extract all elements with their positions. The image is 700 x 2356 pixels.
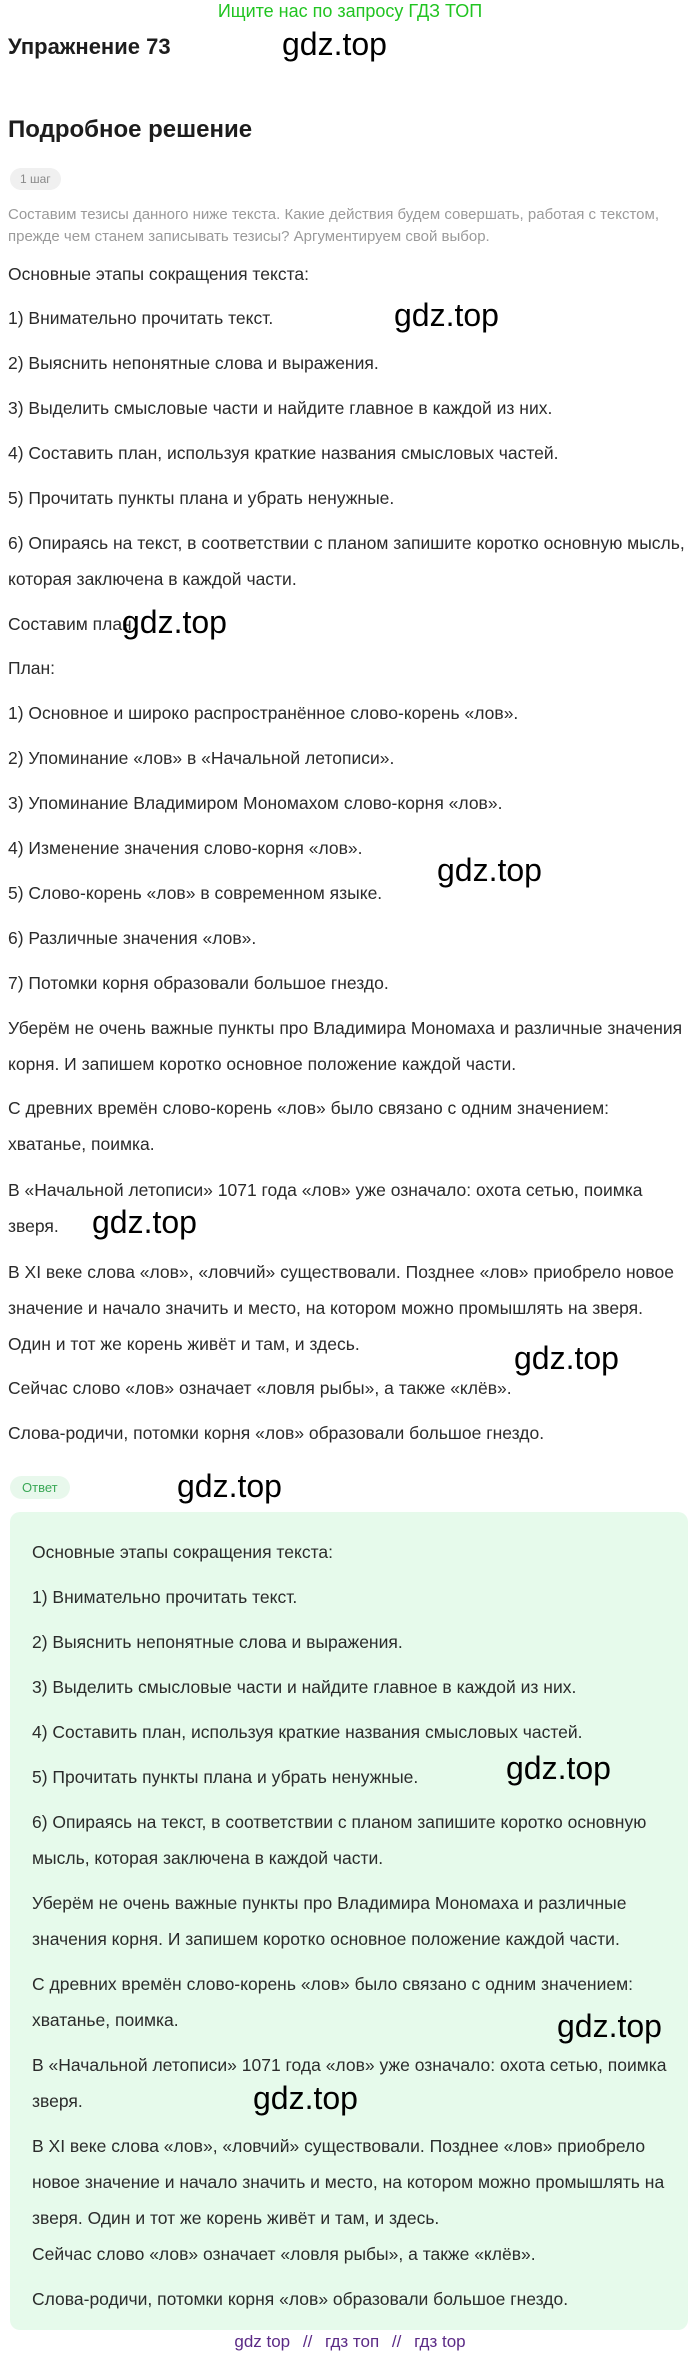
solution-line: С древних времён слово-корень «лов» было связано с одним значением: хватанье, поимка.: [8, 1098, 609, 1154]
answer-line: В «Начальной летописи» 1071 года «лов» уже означало: охота сетью, поимка зверя.: [32, 2055, 667, 2111]
solution-line: 5) Слово-корень «лов» в современном языке.: [8, 883, 383, 903]
solution-line: 6) Различные значения «лов».: [8, 928, 257, 948]
footer-separator: //: [391, 2332, 402, 2351]
answer-line: 2) Выяснить непонятные слова и выражения.: [32, 1632, 403, 1652]
watermark: gdz.top: [177, 1468, 282, 1504]
answer-line: В XI веке слова «лов», «ловчий» существовали. Позднее «лов» приобрело новое значение и начало значить и место, на котором можно промышлять на зверя. Один и тот же корень живёт и там, и здесь.: [32, 2136, 665, 2228]
solution-line: 7) Потомки корня образовали большое гнездо.: [8, 973, 389, 993]
solution-line: План:: [8, 658, 56, 678]
watermark: gdz.top: [92, 1204, 197, 1240]
watermark: gdz.top: [253, 2080, 358, 2116]
solution-line: 1) Внимательно прочитать текст.: [8, 308, 274, 328]
watermark: gdz.top: [557, 2008, 662, 2044]
footer-separator: //: [302, 2332, 313, 2351]
answer-line: 3) Выделить смысловые части и найдите главное в каждой из них.: [32, 1677, 577, 1697]
solution-line: Составим план.: [8, 614, 137, 634]
solution-line: 1) Основное и широко распространённое слово-корень «лов».: [8, 703, 519, 723]
solution-line: 3) Упоминание Владимиром Мономахом слово-корня «лов».: [8, 793, 503, 813]
watermark: gdz.top: [394, 297, 499, 333]
watermark: gdz.top: [282, 26, 387, 62]
answer-line: Сейчас слово «лов» означает «ловля рыбы», а также «клёв».: [32, 2244, 536, 2264]
watermark: gdz.top: [514, 1340, 619, 1376]
solution-title: Подробное решение: [8, 116, 253, 143]
watermark: gdz.top: [122, 604, 227, 640]
exercise-title: Упражнение 73: [8, 34, 171, 59]
solution-line: 2) Упоминание «лов» в «Начальной летописи».: [8, 748, 395, 768]
search-banner: Ищите нас по запросу ГДЗ ТОП: [217, 1, 483, 21]
solution-line: 4) Изменение значения слово-корня «лов».: [8, 838, 363, 858]
solution-line: 4) Составить план, используя краткие названия смысловых частей.: [8, 443, 559, 463]
answer-line: Уберём не очень важные пункты про Владимира Мономаха и различные значения корня. И запишем коротко основное положение каждой части.: [32, 1893, 627, 1949]
solution-line: Уберём не очень важные пункты про Владимира Мономаха и различные значения корня. И запишем коротко основное положение каждой части.: [8, 1018, 683, 1074]
solution-line: Сейчас слово «лов» означает «ловля рыбы», а также «клёв».: [8, 1378, 512, 1398]
step-badge: 1 шаг: [10, 168, 61, 190]
footer-links: [0, 2330, 700, 2354]
solution-line: В XI веке слова «лов», «ловчий» существовали. Позднее «лов» приобрело новое значение и начало значить и место, на котором можно промышлять на зверя. Один и тот же корень живёт и там, и здесь.: [8, 1262, 674, 1354]
answer-line: 1) Внимательно прочитать текст.: [32, 1587, 298, 1607]
answer-line: Слова-родичи, потомки корня «лов» образовали большое гнездо.: [32, 2289, 569, 2309]
answer-line: 4) Составить план, используя краткие названия смысловых частей.: [32, 1722, 583, 1742]
footer-link-gdz-top[interactable]: gdz top: [234, 2332, 291, 2351]
solution-line: В «Начальной летописи» 1071 года «лов» уже означало: охота сетью, поимка зверя.: [8, 1180, 643, 1236]
solution-line: 2) Выяснить непонятные слова и выражения.: [8, 353, 379, 373]
answer-line: С древних времён слово-корень «лов» было связано с одним значением: хватанье, поимка.: [32, 1974, 633, 2030]
answer-badge: Ответ: [10, 1476, 70, 1499]
answer-line: 6) Опираясь на текст, в соответствии с планом запишите коротко основную мысль, которая заключена в каждой части.: [32, 1812, 647, 1868]
solution-line: Основные этапы сокращения текста:: [8, 264, 309, 284]
answer-line: Основные этапы сокращения текста:: [32, 1542, 333, 1562]
footer-link-gdz-top-ru[interactable]: гдз топ: [325, 2332, 380, 2351]
solution-line: 3) Выделить смысловые части и найдите главное в каждой из них.: [8, 398, 553, 418]
answer-line: 5) Прочитать пункты плана и убрать ненужные.: [32, 1767, 419, 1787]
solution-line: 6) Опираясь на текст, в соответствии с планом запишите коротко основную мысль, которая заключена в каждой части.: [8, 533, 685, 589]
solution-line: 5) Прочитать пункты плана и убрать ненужные.: [8, 488, 395, 508]
watermark: gdz.top: [437, 852, 542, 888]
task-text: Составим тезисы данного ниже текста. Какие действия будем совершать, работая с текстом, прежде чем станем записывать тезисы? Аргументируем свой выбор.: [8, 206, 659, 245]
watermark: gdz.top: [506, 1750, 611, 1786]
solution-line: Слова-родичи, потомки корня «лов» образовали большое гнездо.: [8, 1423, 545, 1443]
footer-link-gdz-top-mixed[interactable]: гдз top: [414, 2332, 466, 2351]
